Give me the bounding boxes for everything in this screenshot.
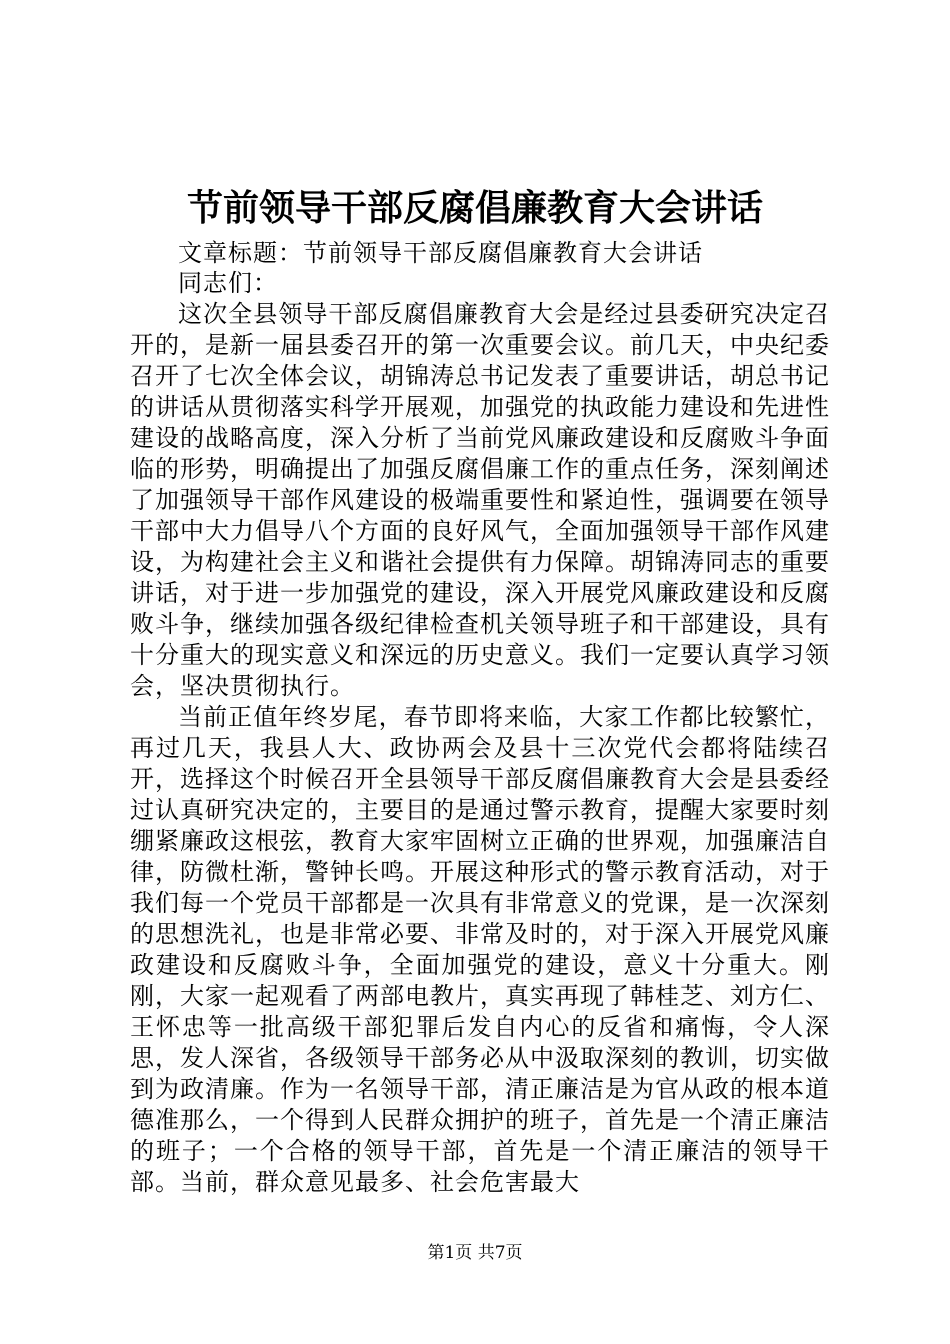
document-title: 节前领导干部反腐倡廉教育大会讲话	[186, 187, 763, 229]
paragraph-2: 当前正值年终岁尾，春节即将来临，大家工作都比较繁忙，再过几天，我县人大、政协两会及县十三次党代会都将陆续召开，选择这个时候召开全县领导干部反腐倡廉教育大会是县委经过认真研究决定的，主要目的是通过警示教育，提醒大家要时刻绷紧廉政这根弦，教育大家牢固树立正确的世界观，加强廉洁自律，防微杜渐，警钟长鸣。开展这种形式的警示教育活动，对于我们每一个党员干部都是一次具有非常意义的党课，是一次深刻的思想洗礼，也是非常必要、非常及时的，对于深入开展党风廉政建设和反腐败斗争，全面加强党的建设，意义十分重大。刚刚，大家一起观看了两部电教片，真实再现了韩桂芝、刘方仁、王怀忠等一批高级干部犯罪后发自内心的反省和痛悔，令人深思，发人深省，各级领导干部务必从中汲取深刻的教训，切实做到为政清廉。作为一名领导干部，清正廉洁是为官从政的根本道德准那么，一个得到人民群众拥护的班子，首先是一个清正廉洁的班子；一个合格的领导干部，首先是一个清正廉洁的领导干部。当前，群众意见最多、社会危害最大	[130, 703, 830, 1196]
paragraph-1: 这次全县领导干部反腐倡廉教育大会是经过县委研究决定召开的，是新一届县委召开的第一次重要会议。前几天，中央纪委召开了七次全体会议，胡锦涛总书记发表了重要讲话，胡总书记的讲话从贯彻落实科学开展观，加强党的执政能力建设和先进性建设的战略高度，深入分析了当前党风廉政建设和反腐败斗争面临的形势，明确提出了加强反腐倡廉工作的重点任务，深刻阐述了加强领导干部作风建设的极端重要性和紧迫性，强调要在领导干部中大力倡导八个方面的良好风气，全面加强领导干部作风建设，为构建社会主义和谐社会提供有力保障。胡锦涛同志的重要讲话，对于进一步加强党的建设，深入开展党风廉政建设和反腐败斗争，继续加强各级纪律检查机关领导班子和干部建设，具有十分重大的现实意义和深远的历史意义。我们一定要认真学习领会，坚决贯彻执行。	[130, 300, 830, 700]
page-indicator: 第1页 共7页	[427, 1243, 523, 1263]
greeting: 同志们：	[178, 269, 278, 297]
article-title-line: 文章标题：节前领导干部反腐倡廉教育大会讲话	[178, 239, 703, 267]
document-body	[130, 299, 830, 1198]
